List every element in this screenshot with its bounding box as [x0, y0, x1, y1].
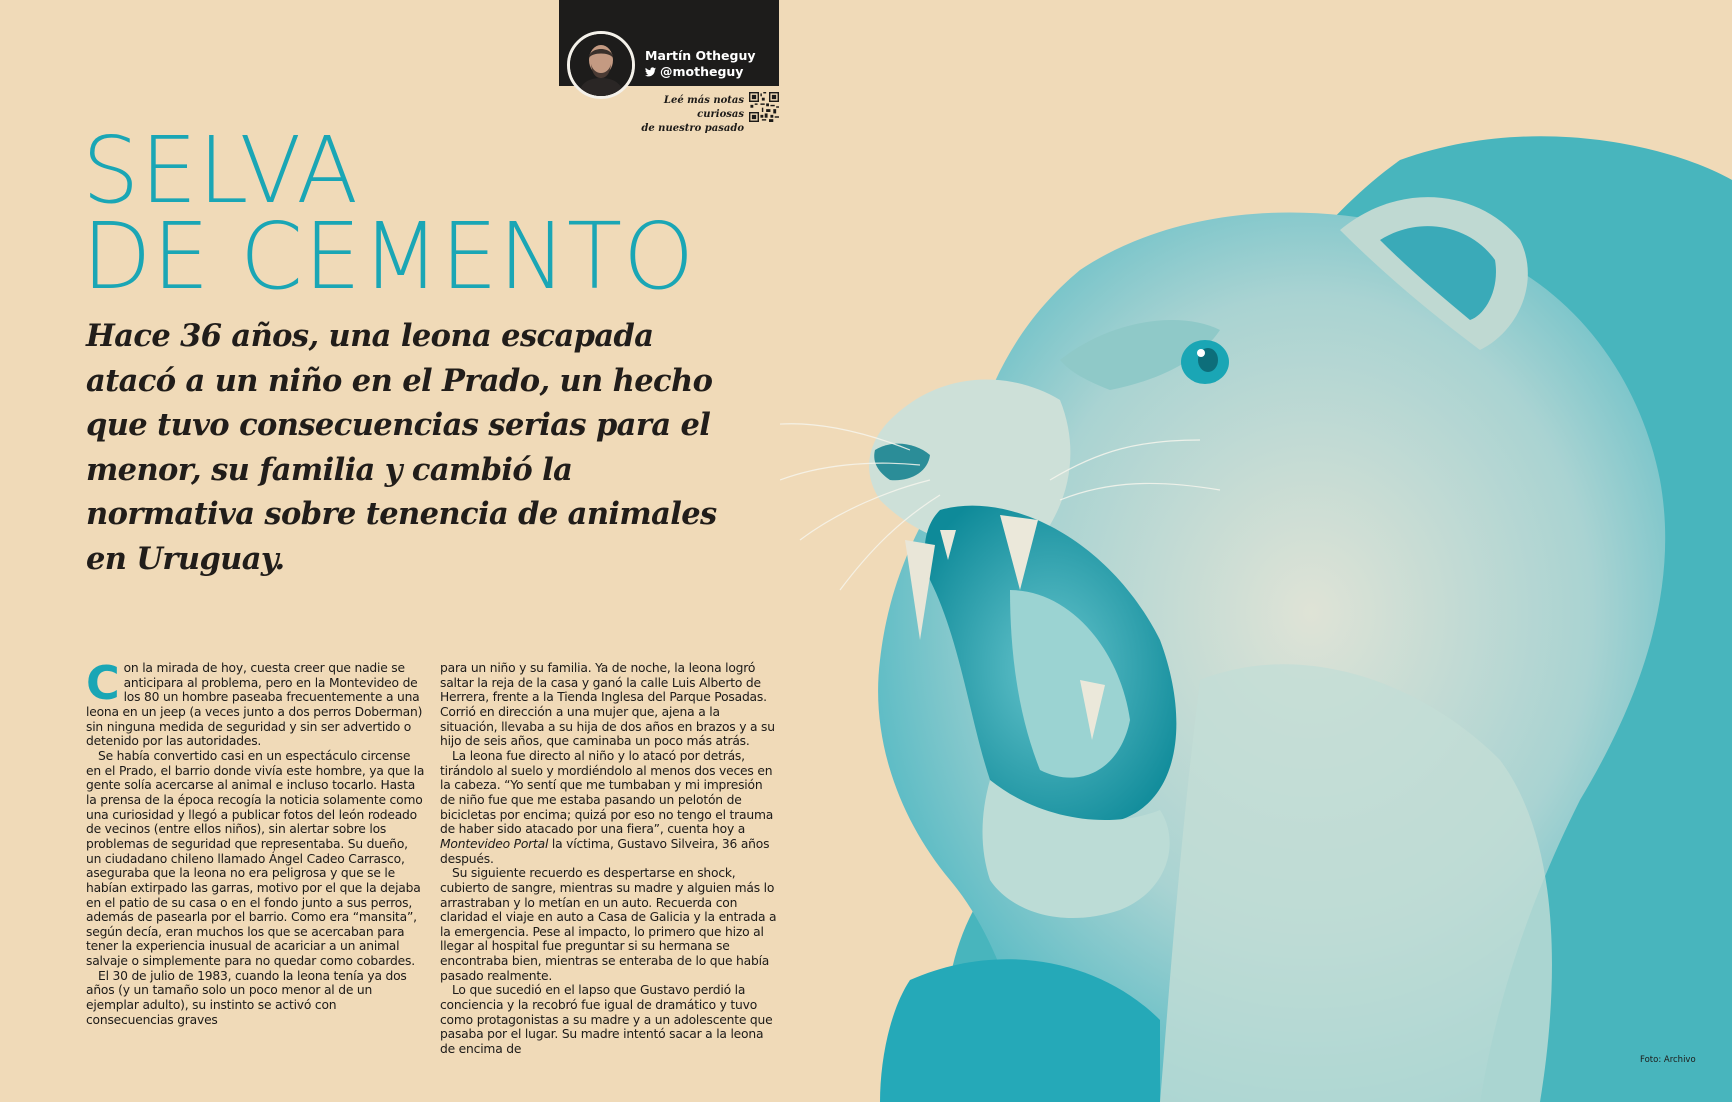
qr-code-icon[interactable]	[749, 92, 779, 122]
dek: Hace 36 años, una leona escapada atacó a un niño en el Prado, un hecho que tuvo consecuencias serias para el menor, su familia y cambió la normativa sobre tenencia de animales en Uruguay.	[86, 318, 717, 577]
paragraph-5-text-a: La leona fue directo al niño y lo atacó por detrás, tirándolo al suelo y mordiéndolo al menos dos veces en la cabeza. “Yo sentí que me tumbaban y mi impresión de niño fue que me estaba pasando un pelotón de bicicletas por encima; quizá por eso no tengo el trauma de haber sido atacado por una fiera”, cuenta hoy a	[440, 748, 774, 837]
paragraph-5	[440, 749, 780, 866]
paragraph-3: El 30 de julio de 1983, cuando la leona tenía ya dos años (y un tamaño solo un poco menor al de un ejemplar adulto), su instinto se activó con consecuencias graves	[86, 968, 407, 1027]
author-handle: @motheguy	[660, 64, 744, 79]
lioness-photo	[780, 120, 1732, 1102]
dropcap: C	[86, 656, 120, 710]
paragraph-1	[86, 656, 426, 749]
photo-credit: Foto: Archivo	[1640, 1055, 1696, 1065]
author-avatar	[567, 31, 635, 99]
body-column-2	[440, 661, 780, 1057]
author-name: Martín Otheguy	[645, 48, 756, 63]
body-column-1	[86, 656, 426, 1027]
paragraph-5-text-b: la víctima, Gustavo Silveira, 36 años después.	[440, 836, 770, 866]
paragraph-4: para un niño y su familia. Ya de noche, la leona logró saltar la reja de la casa y ganó la calle Luis Alberto de Herrera, frente a la Tienda Inglesa del Parque Posadas. Corrió en dirección a una mujer que, ajena a la situación, llevaba a su hija de dos años en brazos y a su hijo de seis años, que caminaba un poco más atrás.	[440, 661, 775, 749]
paragraph-7: Lo que sucedió en el lapso que Gustavo perdió la conciencia y la recobró fue igual de dramático y tuvo como protagonistas a su madre y a un adolescente que pasaba por el lugar. Su madre intentó sacar a la leona de encima de	[440, 983, 773, 1057]
paragraph-1-text: on la mirada de hoy, cuesta creer que nadie se anticipara al problema, pero en la Montevideo de los 80 un hombre paseaba frecuentemente a una leona en un jeep (a veces junto a dos perros Doberman) sin ninguna medida de seguridad y sin ser advertido o detenido por las autoridades.	[86, 661, 423, 749]
author-handle-row[interactable]	[645, 64, 743, 79]
paragraph-2: Se había convertido casi en un espectáculo circense en el Prado, el barrio donde vivía este hombre, ya que la gente solía acercarse al animal e incluso tocarlo. Hasta la prensa de la época recogía la noticia solamente como una curiosidad y llegó a publicar fotos del león rodeado de vecinos (entre ellos niños), sin alertar sobre los problemas de seguridad que representaba. Su dueño, un ciudadano chileno llamado Ángel Cadeo Carrasco, aseguraba que la leona no era peligrosa y que se le habían extirpado las garras, motivo por el que la dejaba en el patio de su casa o en el fondo junto a sus perros, además de pasearla por el barrio. Como era “mansita”, según decía, eran muchos los que se acercaban para tener la experiencia inusual de acariciar a un animal salvaje o simplemente para no quedar como cobardes.	[86, 748, 425, 969]
twitter-bird-icon	[645, 67, 656, 77]
publication-name: Montevideo Portal	[440, 836, 549, 851]
headline-line1: SELVA	[82, 117, 360, 224]
paragraph-6: Su siguiente recuerdo es despertarse en shock, cubierto de sangre, mientras su madre y alguien más lo arrastraban y lo metían en un auto. Recuerda con claridad el viaje en auto a Casa de Galicia y la entrada a la emergencia. Pese al impacto, lo primero que hizo al llegar al hospital fue preguntar si su hermana se encontraba bien, mientras se enteraba de lo que había pasado realmente.	[440, 866, 777, 983]
qr-caption-line1: Leé más notas curiosas	[663, 95, 744, 120]
author-portrait-icon	[570, 34, 632, 96]
headline-line2: DE CEMENTO	[82, 203, 696, 310]
qr-caption-line2: de nuestro pasado	[641, 123, 744, 134]
